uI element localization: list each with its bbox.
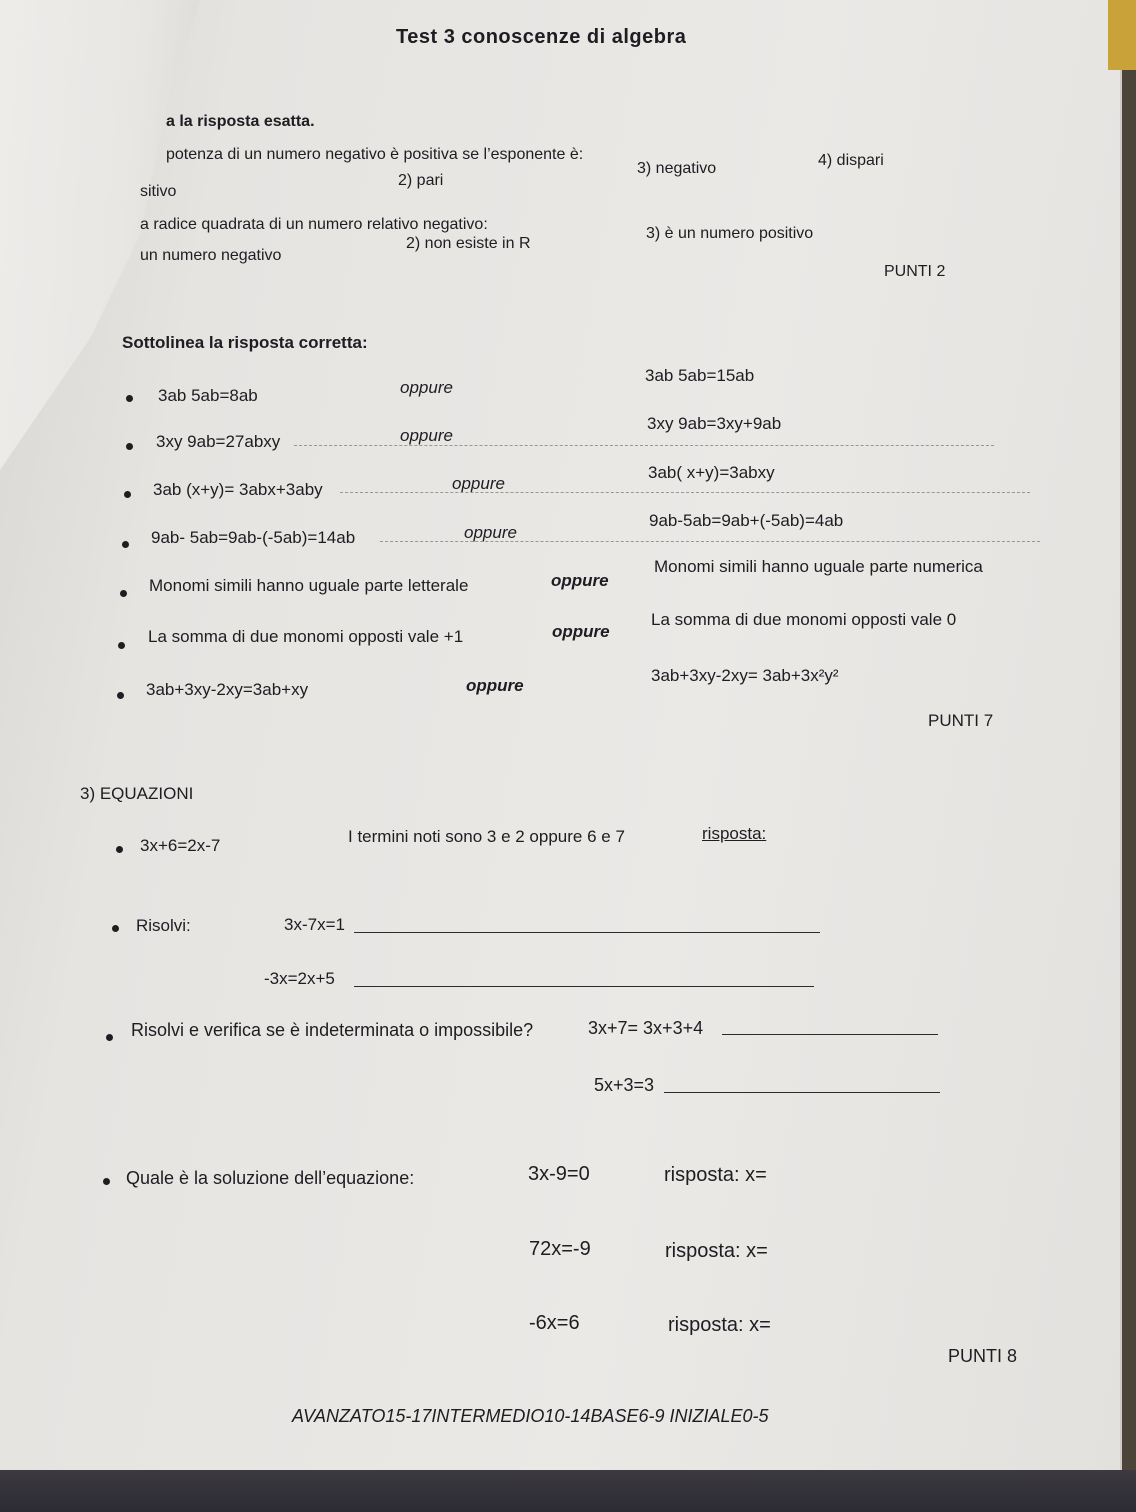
bullet [124, 491, 131, 498]
eq1-equation: 3x+6=2x-7 [140, 836, 221, 855]
solution-answer-1: risposta: x= [664, 1164, 767, 1186]
row3-oppure: oppure [452, 474, 505, 493]
q2-option-2: 2) non esiste in R [406, 235, 531, 252]
row6-oppure: oppure [552, 622, 610, 641]
section2-points: PUNTI 7 [928, 711, 994, 730]
solution-label: Quale è la soluzione dell’equazione: [126, 1168, 415, 1188]
q1-option-4: 4) dispari [818, 152, 884, 169]
verify-eq-b: 5x+3=3 [594, 1075, 655, 1095]
q1-option-1: sitivo [140, 183, 177, 200]
bullet [126, 443, 133, 450]
q1-text: potenza di un numero negativo è positiva se l’esponente è: [166, 146, 584, 163]
section3-heading: 3) EQUAZIONI [80, 784, 194, 803]
bullet [117, 692, 124, 699]
q2-text: a radice quadrata di un numero relativo negativo: [140, 216, 488, 233]
row1-left: 3ab 5ab=8ab [158, 386, 258, 405]
solution-eq-1: 3x-9=0 [528, 1163, 590, 1185]
solution-answer-3: risposta: x= [668, 1314, 771, 1336]
row5-left: Monomi simili hanno uguale parte letterale [149, 576, 469, 595]
desk-surface [0, 1470, 1136, 1512]
row3-left: 3ab (x+y)= 3abx+3aby [153, 480, 323, 499]
row3-right: 3ab( x+y)=3abxy [648, 463, 775, 482]
bullet [103, 1178, 110, 1185]
row7-right: 3ab+3xy-2xy= 3ab+3x²y² [651, 666, 839, 685]
grading-footer: AVANZATO15-17INTERMEDIO10-14BASE6-9 INIZIALE0-5 [292, 1406, 769, 1426]
bullet [122, 541, 129, 548]
eq1-question: I termini noti sono 3 e 2 oppure 6 e 7 [348, 827, 625, 846]
row2-left: 3xy 9ab=27abxy [156, 432, 281, 451]
row4-oppure: oppure [464, 523, 517, 542]
row1-right: 3ab 5ab=15ab [645, 366, 755, 385]
solution-eq-3: -6x=6 [529, 1312, 580, 1334]
section1-instruction: a la risposta esatta. [166, 113, 315, 130]
row2-right: 3xy 9ab=3xy+9ab [647, 414, 782, 433]
bullet [106, 1034, 113, 1041]
row-guideline [340, 492, 1030, 494]
page-title: Test 3 conoscenze di algebra [396, 26, 687, 48]
section2-heading: Sottolinea la risposta corretta: [122, 333, 368, 352]
answer-line-solve-b[interactable] [354, 986, 814, 987]
row1-oppure: oppure [400, 378, 453, 397]
yellow-binder-tab [1108, 0, 1136, 70]
answer-line-solve-a[interactable] [354, 932, 820, 933]
row4-right: 9ab-5ab=9ab+(-5ab)=4ab [649, 511, 844, 530]
bullet [112, 925, 119, 932]
bullet [118, 642, 125, 649]
row-guideline [380, 541, 1040, 543]
q2-option-1: un numero negativo [140, 247, 282, 264]
verify-eq-a: 3x+7= 3x+3+4 [588, 1018, 704, 1038]
bullet [126, 395, 133, 402]
section3-points: PUNTI 8 [948, 1346, 1018, 1366]
eq1-answer-label: risposta: [702, 824, 767, 843]
q1-option-2: 2) pari [398, 172, 444, 189]
solve-eq-b: -3x=2x+5 [264, 969, 335, 988]
solution-eq-2: 72x=-9 [529, 1238, 591, 1260]
row5-oppure: oppure [551, 571, 609, 590]
solution-answer-2: risposta: x= [665, 1240, 768, 1262]
answer-line-verify-a[interactable] [722, 1034, 938, 1035]
section1-points: PUNTI 2 [884, 263, 946, 280]
row4-left: 9ab- 5ab=9ab-(-5ab)=14ab [151, 528, 356, 547]
solve-eq-a: 3x-7x=1 [284, 915, 345, 934]
solve-label: Risolvi: [136, 916, 191, 935]
row7-left: 3ab+3xy-2xy=3ab+xy [146, 680, 309, 699]
bullet [120, 590, 127, 597]
row6-left: La somma di due monomi opposti vale +1 [148, 627, 464, 646]
q1-option-3: 3) negativo [637, 160, 717, 177]
answer-line-verify-b[interactable] [664, 1092, 940, 1093]
verify-label: Risolvi e verifica se è indeterminata o impossibile? [131, 1020, 534, 1040]
row7-oppure: oppure [466, 676, 524, 695]
row6-right: La somma di due monomi opposti vale 0 [651, 610, 957, 629]
row-guideline [294, 445, 994, 447]
bullet [116, 846, 123, 853]
row5-right: Monomi simili hanno uguale parte numerica [654, 557, 983, 576]
q2-option-3: 3) è un numero positivo [646, 225, 814, 242]
row2-oppure: oppure [400, 426, 453, 445]
